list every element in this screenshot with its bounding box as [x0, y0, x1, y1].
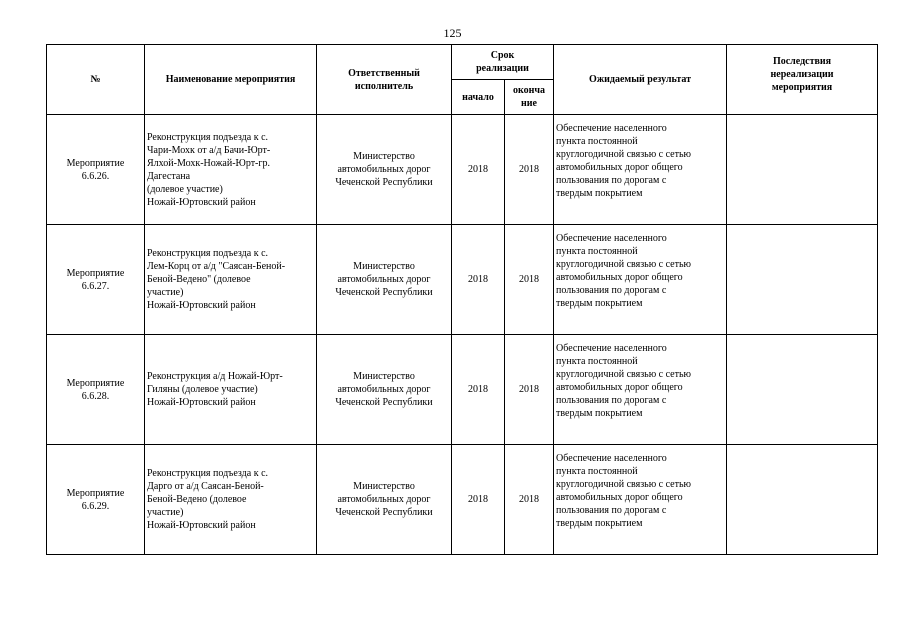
measure-executor-line: автомобильных дорог — [337, 494, 431, 505]
header-consequences-line: мероприятия — [771, 82, 833, 93]
header-executor — [317, 45, 452, 115]
measure-result-line: пункта постоянной — [556, 246, 638, 257]
measure-number — [47, 115, 145, 225]
header-num: № — [47, 45, 145, 115]
header-executor-line: исполнитель — [354, 80, 414, 92]
measure-executor — [317, 445, 452, 555]
measure-end-year: 2018 — [505, 445, 554, 555]
measure-name-line: Гиляны (долевое участие) — [147, 384, 258, 395]
measure-number — [47, 225, 145, 335]
measure-executor-line: Министерство — [353, 481, 415, 492]
measure-result-line: пользования по дорогам с — [556, 505, 667, 516]
measure-result-line: твердым покрытием — [556, 518, 643, 529]
measure-consequences — [727, 335, 878, 445]
measure-name-line: Дагестана — [147, 170, 191, 182]
measure-executor-line: Чеченской Республики — [335, 507, 433, 518]
measure-name-line: Дарго от а/д Саясан-Беной- — [147, 481, 264, 492]
measure-name-line: участие) — [147, 287, 184, 298]
measure-number-line: 6.6.27. — [81, 280, 110, 292]
measure-name — [145, 225, 317, 335]
measure-result — [554, 445, 727, 555]
measure-result-line: твердым покрытием — [556, 298, 643, 309]
header-result: Ожидаемый результат — [554, 45, 727, 115]
measure-executor-line: Чеченской Республики — [335, 397, 433, 408]
header-period-line: реализации — [476, 63, 529, 74]
measure-result-line: пункта постоянной — [556, 466, 638, 477]
measure-name-line: Ножай-Юртовский район — [147, 196, 256, 208]
measure-name-line: Беной-Ведено (долевое — [147, 494, 247, 505]
measure-result-line: Обеспечение населенного — [556, 233, 667, 244]
measure-result-line: автомобильных дорог общего — [556, 162, 683, 173]
measure-name-line: Ножай-Юртовский район — [147, 397, 256, 408]
header-start: начало — [452, 80, 505, 115]
measure-executor-line: автомобильных дорог — [337, 164, 431, 175]
measure-result-line: автомобильных дорог общего — [556, 492, 683, 503]
measure-executor-line: Министерство — [353, 261, 415, 272]
measure-end-year: 2018 — [505, 225, 554, 335]
header-consequences-line: Последствия — [772, 56, 832, 67]
measure-name-line: Реконструкция а/д Ножай-Юрт- — [147, 371, 283, 382]
measure-start-year: 2018 — [452, 445, 505, 555]
measure-result-line: Обеспечение населенного — [556, 123, 667, 134]
measure-result-line: пункта постоянной — [556, 356, 638, 367]
measure-name — [145, 335, 317, 445]
measure-result-line: Обеспечение населенного — [556, 343, 667, 354]
measure-executor-line: автомобильных дорог — [337, 274, 431, 285]
measure-executor — [317, 115, 452, 225]
measure-result — [554, 225, 727, 335]
measure-consequences — [727, 115, 878, 225]
measure-number-line: 6.6.28. — [81, 390, 110, 402]
header-consequences — [727, 45, 878, 115]
measure-name-line: Чари-Мохк от а/д Бачи-Юрт- — [147, 144, 271, 156]
measure-name-line: Ялхой-Мохк-Ножай-Юрт-гр. — [147, 157, 270, 169]
measure-name-line: участие) — [147, 507, 184, 518]
measure-name-line: Беной-Ведено" (долевое — [147, 274, 251, 285]
measure-number-line: Мероприятие — [66, 267, 125, 279]
header-row — [47, 45, 878, 80]
measure-name-line: Реконструкция подъезда к с. — [147, 468, 269, 479]
measure-name — [145, 445, 317, 555]
measure-number-line: 6.6.29. — [81, 500, 110, 512]
measure-result-line: пользования по дорогам с — [556, 395, 667, 406]
measure-name-line: (долевое участие) — [147, 183, 223, 195]
table-row — [47, 115, 878, 225]
measure-executor — [317, 225, 452, 335]
header-period-line: Срок — [490, 50, 515, 61]
measure-result-line: пункта постоянной — [556, 136, 638, 147]
header-period — [452, 45, 554, 80]
measure-number-line: Мероприятие — [66, 157, 125, 169]
header-end — [505, 80, 554, 115]
measure-name-line: Ножай-Юртовский район — [147, 300, 256, 311]
measure-end-year: 2018 — [505, 335, 554, 445]
measure-start-year: 2018 — [452, 225, 505, 335]
table-row — [47, 445, 878, 555]
header-consequences-line: нереализации — [770, 69, 834, 80]
header-executor-line: Ответственный — [348, 67, 420, 79]
measure-start-year: 2018 — [452, 335, 505, 445]
header-name: Наименование мероприятия — [145, 45, 317, 115]
measure-result-line: Обеспечение населенного — [556, 453, 667, 464]
measure-name-line: Реконструкция подъезда к с. — [147, 248, 269, 259]
measure-result-line: автомобильных дорог общего — [556, 382, 683, 393]
measure-result — [554, 115, 727, 225]
measure-start-year: 2018 — [452, 115, 505, 225]
measure-executor-line: Чеченской Республики — [335, 287, 433, 298]
header-end-line: ние — [521, 98, 537, 109]
measure-name — [145, 115, 317, 225]
measure-end-year: 2018 — [505, 115, 554, 225]
table-row — [47, 335, 878, 445]
measure-name-line: Ножай-Юртовский район — [147, 520, 256, 531]
measure-executor-line: Министерство — [353, 371, 415, 382]
measure-result — [554, 335, 727, 445]
measure-number-line: 6.6.26. — [81, 170, 110, 182]
measure-consequences — [727, 445, 878, 555]
measure-result-line: пользования по дорогам с — [556, 285, 667, 296]
measure-result-line: круглогодичной связью с сетью — [556, 259, 692, 270]
measure-result-line: пользования по дорогам с — [556, 175, 667, 186]
table-row — [47, 225, 878, 335]
measure-result-line: круглогодичной связью с сетью — [556, 479, 692, 490]
measure-executor-line: автомобильных дорог — [337, 384, 431, 395]
measure-name-line: Лем-Корц от а/д "Саясан-Беной- — [147, 261, 286, 272]
measure-executor-line: Министерство — [353, 151, 415, 162]
measure-number-line: Мероприятие — [66, 487, 125, 499]
measure-executor-line: Чеченской Республики — [335, 177, 433, 188]
measures-table — [46, 44, 878, 555]
measure-result-line: автомобильных дорог общего — [556, 272, 683, 283]
measure-name-line: Реконструкция подъезда к с. — [147, 131, 269, 143]
header-end-line: оконча — [512, 85, 546, 96]
measure-consequences — [727, 225, 878, 335]
measure-number — [47, 445, 145, 555]
measure-executor — [317, 335, 452, 445]
measure-number — [47, 335, 145, 445]
measure-result-line: твердым покрытием — [556, 188, 643, 199]
measure-result-line: круглогодичной связью с сетью — [556, 369, 692, 380]
page-number: 125 — [443, 26, 462, 40]
measure-number-line: Мероприятие — [66, 377, 125, 389]
measure-result-line: твердым покрытием — [556, 408, 643, 419]
measure-result-line: круглогодичной связью с сетью — [556, 149, 692, 160]
